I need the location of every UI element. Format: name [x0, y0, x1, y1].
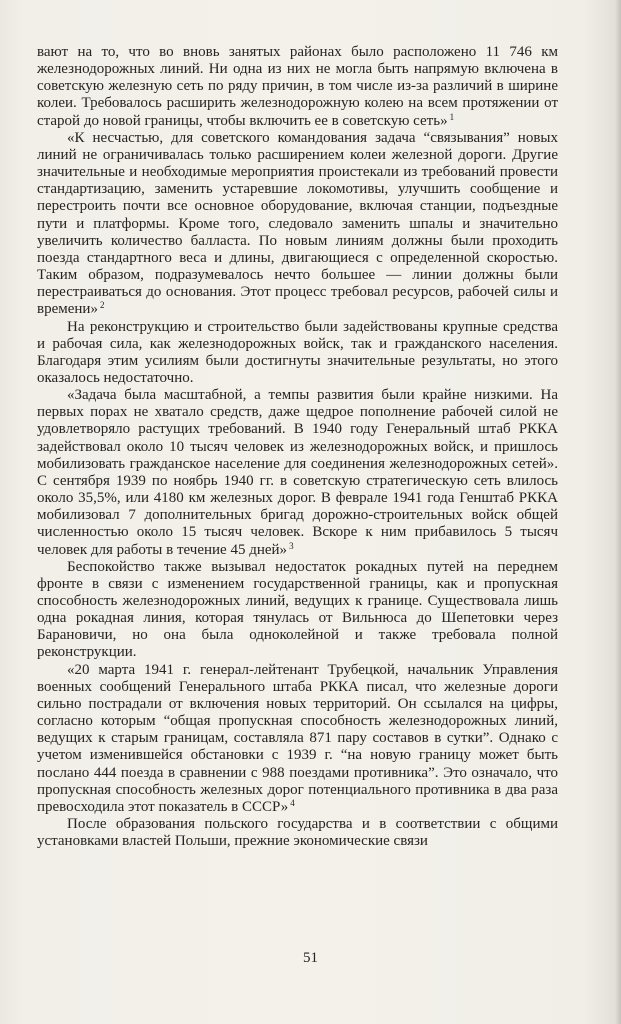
paragraph-6: [37, 662, 558, 816]
paragraph-1-text: вают на то, что во вновь занятых районах было расположено 11 746 км железнодорожных линий. Ни одна из них не могла быть напрямую включена в советскую железную сеть по ряду причин, в том числе из-за различий в ширине колеи. Требовалось расширить железнодорожную колею на всем протяжении от старой до новой границы, чтобы включить ее в советскую сеть»: [37, 44, 558, 129]
paragraph-4-text: «Задача была масштабной, а темпы развития были крайне низкими. На первых порах не хватало средств, даже щедрое пополнение рабочей силой не удовлетворяло растущих требований. В 1940 году Генеральный штаб РККА задействовал около 10 тысяч человек из железнодорожных войск, и пришлось мобилизовать гражданское население для соединения железнодорожных сетей». С сентября 1939 по ноябрь 1940 гг. в советскую стратегическую сеть влилось около 35,5%, или 4180 км железных дорог. В феврале 1941 года Генштаб РККА мобилизовал 7 дополнительных бригад дорожно-строительных войск общей численностью около 15 тысяч человек. Вскоре к ним прибавилось 5 тысяч человек для работы в течение 45 дней»: [37, 387, 558, 558]
paragraph-4: [37, 387, 558, 559]
paragraph-5-text: Беспокойство также вызывал недостаток рокадных путей на переднем фронте в связи с изменением государственной границы, как и пропускная способность железнодорожных линий, ведущих к границе. Существовала лишь одна рокадная линия, которая тянулась от Вильнюса до Шепетовки через Барановичи, но она была одноколейной и также требовала полной реконструкции.: [37, 558, 558, 661]
paragraph-1: [37, 44, 558, 130]
footnote-ref-3: 3: [289, 540, 294, 551]
paragraph-5: [37, 559, 558, 662]
paragraph-6-text: «20 марта 1941 г. генерал-лейтенант Трубецкой, начальник Управления военных сообщений Генерального штаба РККА писал, что железные дороги сильно пострадали от включения новых территорий. Он ссылался на цифры, согласно которым “общая пропускная способность железнодорожных линий, ведущих к старым границам, составляла 871 пару составов в сутки”. Однако с учетом изменившейся обстановки с 1939 г. “на новую границу может быть послано 444 поезда в сравнении с 988 поездами противника”. Это означало, что пропускная способность железных дорог потенциального противника в два раза превосходила этот показатель в СССР»: [37, 661, 558, 815]
footnote-ref-2: 2: [99, 300, 105, 311]
page-number: 51: [303, 950, 318, 966]
footnote-ref-4: 4: [290, 797, 295, 808]
paragraph-2-text: «К несчастью, для советского командования задача “связывания” новых линий не ограничивалась только расширением колеи железной дороги. Другие значительные и необходимые мероприятия проистекали из требований провести стандартизацию, заменить устаревшие локомотивы, улучшить сообщение и перестроить почти все основное оборудование, включая станции, подъездные пути и платформы. Кроме того, следовало заменить шпалы и значительно увеличить количество балласта. По новым линиям должны были проходить поезда стандартного веса и длины, двигающиеся с определенной скоростью. Таким образом, подразумевалось нечто большее — линии должны были перестраиваться до основания. Этот процесс требовал ресурсов, рабочей силы и времени»: [37, 129, 558, 318]
body-text: [37, 44, 558, 850]
footnote-ref-1: 1: [449, 111, 455, 122]
paragraph-7: [37, 816, 558, 850]
paragraph-3-text: На реконструкцию и строительство были задействованы крупные средства и рабочая сила, как железнодорожных войск, так и гражданского населения. Благодаря этим усилиям были достигнуты значительные результаты, но этого оказалось недостаточно.: [37, 318, 558, 386]
paragraph-2: [37, 130, 558, 319]
paragraph-7-text: После образования польского государства и в соответствии с общими установками властей Польши, прежние экономические связи: [37, 816, 558, 850]
paragraph-3: [37, 319, 558, 388]
